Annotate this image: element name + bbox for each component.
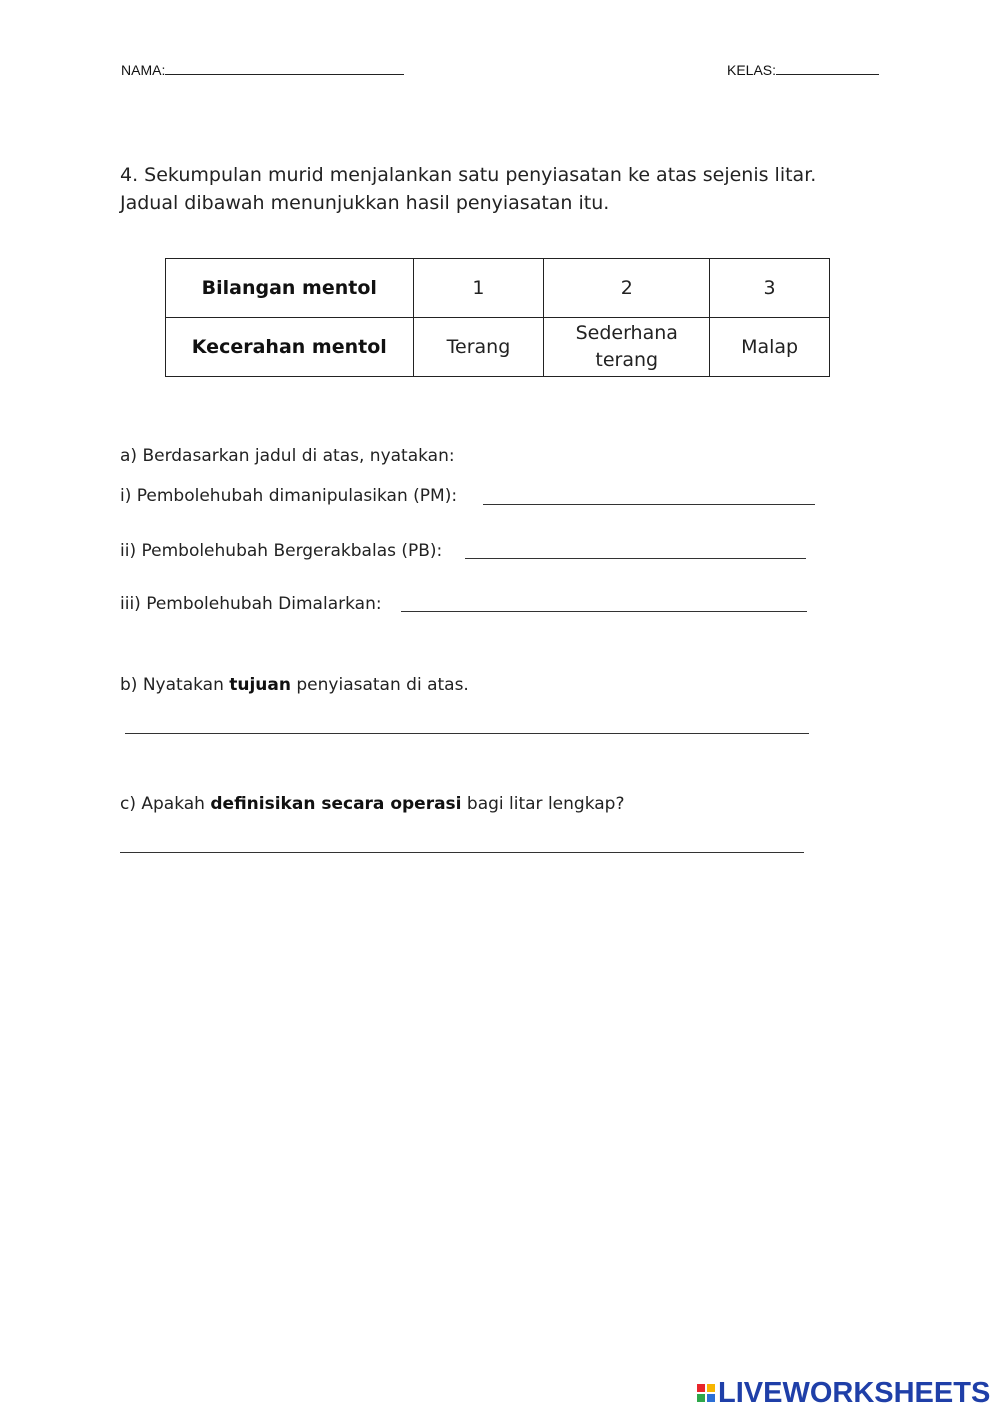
part-a-i-label: i) Pembolehubah dimanipulasikan (PM): — [120, 486, 458, 506]
table-cell: 2 — [544, 259, 710, 318]
class-input-line[interactable] — [776, 73, 879, 75]
class-header — [727, 62, 879, 78]
table-cell: Malap — [710, 318, 830, 377]
part-b-text: b) Nyatakan — [120, 675, 230, 695]
logo-square — [697, 1394, 705, 1402]
part-b-emphasis: tujuan — [229, 675, 291, 695]
part-b-text: penyiasatan di atas. — [290, 675, 469, 695]
part-b-question — [120, 675, 469, 695]
table-cell-line: terang — [595, 349, 659, 371]
part-a-iii-answer-line[interactable] — [401, 611, 807, 612]
part-a-ii-label: ii) Pembolehubah Bergerakbalas (PB): — [120, 541, 443, 561]
liveworksheets-brand — [697, 1378, 990, 1408]
name-label: NAMA: — [121, 62, 166, 78]
logo-square — [707, 1394, 715, 1402]
table-cell: 3 — [710, 259, 830, 318]
table-cell: 1 — [413, 259, 544, 318]
name-header — [121, 62, 404, 78]
brand-name: LIVEWORKSHEETS — [718, 1377, 991, 1409]
question-intro-line-2: Jadual dibawah menunjukkan hasil penyiasatan itu. — [120, 192, 610, 214]
name-input-line[interactable] — [165, 73, 404, 75]
logo-square — [707, 1384, 715, 1392]
part-a-prompt: a) Berdasarkan jadul di atas, nyatakan: — [120, 446, 455, 466]
table-header-cell: Bilangan mentol — [166, 259, 414, 318]
part-a-ii-answer-line[interactable] — [465, 558, 806, 559]
part-c-answer-line[interactable] — [120, 852, 804, 853]
table-cell: Terang — [413, 318, 544, 377]
class-label: KELAS: — [727, 62, 777, 78]
part-c-emphasis: definisikan secara operasi — [210, 794, 462, 814]
table-row — [166, 318, 830, 377]
part-a-i-answer-line[interactable] — [483, 504, 815, 505]
results-table — [165, 258, 830, 377]
part-a-iii-label: iii) Pembolehubah Dimalarkan: — [120, 594, 382, 614]
logo-square — [697, 1384, 705, 1392]
part-b-answer-line[interactable] — [125, 733, 809, 734]
table-header-cell: Kecerahan mentol — [166, 318, 414, 377]
question-intro-line-1: 4. Sekumpulan murid menjalankan satu penyiasatan ke atas sejenis litar. — [120, 164, 817, 186]
part-c-text: c) Apakah — [120, 794, 211, 814]
table-cell-line: Sederhana — [575, 322, 678, 344]
table-cell — [544, 318, 710, 377]
table-row — [166, 259, 830, 318]
liveworksheets-logo-icon — [697, 1384, 715, 1402]
part-c-text: bagi litar lengkap? — [461, 794, 625, 814]
part-c-question — [120, 794, 624, 814]
